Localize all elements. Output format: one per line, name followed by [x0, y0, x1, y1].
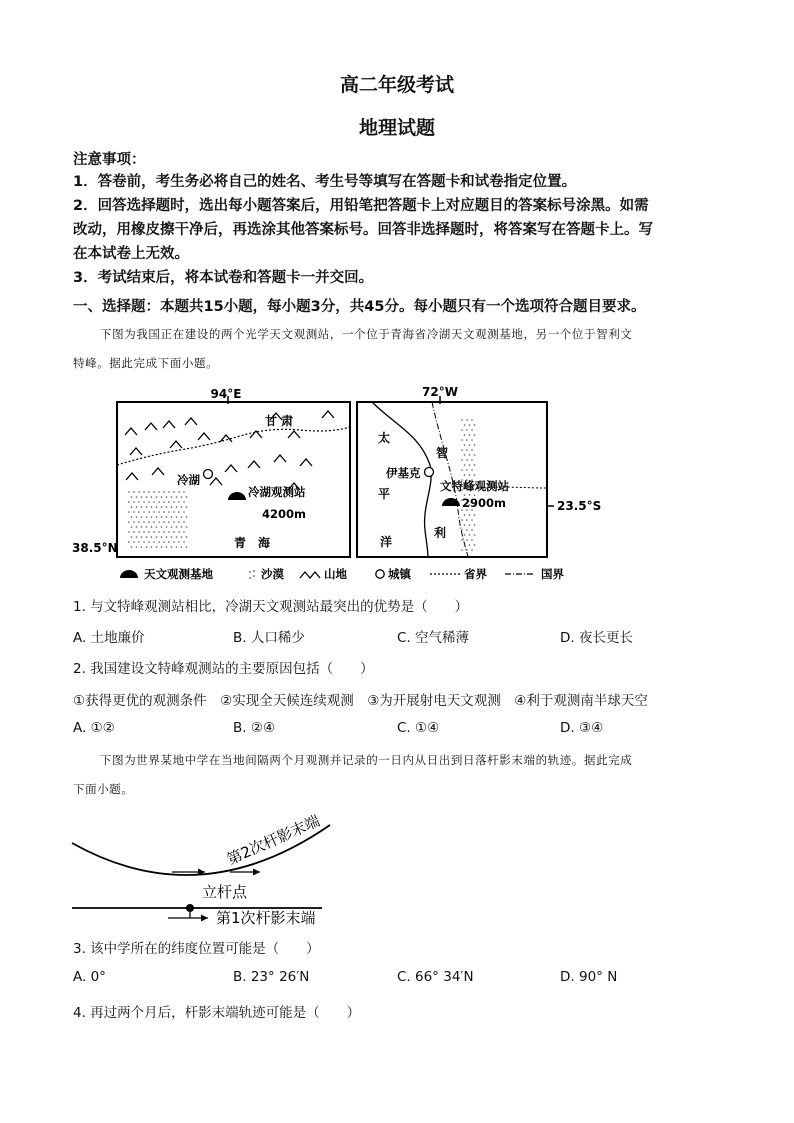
intro1-line1: 下图为我国正在建设的两个光学天文观测站，一个位于青海省冷湖天文观测基地，另一个位于智利文	[100, 327, 633, 341]
pole-label: 立杆点	[202, 883, 248, 901]
town-lenghu-marker	[204, 470, 213, 479]
town-lenghu-label: 冷湖	[177, 473, 200, 487]
question-3-stem: 3. 该中学所在的纬度位置可能是（ ）	[73, 941, 320, 957]
subject-title: 地理试题	[358, 117, 435, 139]
q3-option-b[interactable]: B. 23° 26′N	[233, 969, 310, 985]
left-lon-label: 94°E	[210, 387, 242, 401]
q1-option-d[interactable]: D. 夜长更长	[560, 630, 633, 646]
q3-option-c[interactable]: C. 66° 34′N	[397, 969, 474, 985]
q2-option-b[interactable]: B. ②④	[233, 720, 276, 736]
lenghu-elevation: 4200m	[262, 507, 306, 521]
province-qinghai: 青 海	[234, 536, 271, 550]
legend-town-icon	[376, 570, 384, 578]
question-4-stem: 4. 再过两个月后，杆影末端轨迹可能是（ ）	[73, 1005, 361, 1021]
q1-option-b[interactable]: B. 人口稀少	[233, 630, 305, 646]
intro2-line2: 下面小题。	[73, 782, 134, 796]
country-label-2: 利	[434, 526, 447, 540]
shadow-track-diagram	[60, 805, 360, 930]
ocean-label-2: 平	[378, 487, 391, 501]
legend-observatory-icon	[120, 570, 138, 578]
q1-option-a[interactable]: A. 土地廉价	[73, 630, 145, 646]
ventarrones-elevation: 2900m	[462, 496, 506, 510]
right-lat-label: 23.5°S	[557, 499, 602, 513]
intro1-line2: 特峰。据此完成下面小题。	[73, 356, 219, 370]
legend-mountain: 山地	[324, 567, 347, 581]
q2-option-d[interactable]: D. ③④	[560, 720, 604, 736]
q2-option-c[interactable]: C. ①④	[397, 720, 440, 736]
notes-item: 3．考试结束后，将本试卷和答题卡一并交回。	[73, 270, 374, 286]
observatory-map	[60, 380, 620, 585]
town-iquique-label: 伊基克	[386, 466, 421, 480]
legend-town: 城镇	[388, 567, 411, 581]
notes-heading: 注意事项：	[73, 152, 146, 168]
right-lon-label: 72°W	[422, 385, 458, 399]
mountain-symbols	[125, 411, 334, 490]
lenghu-station-label: 冷湖观测站	[248, 485, 306, 499]
map-legend	[120, 567, 564, 581]
notes-item: 2．回答选择题时，选出每小题答案后，用铅笔把答题卡上对应题目的答案标号涂黑。如需	[73, 198, 649, 214]
legend-desert: 沙漠	[261, 567, 284, 581]
legend-observatory: 天文观测基地	[144, 567, 213, 581]
section-heading: 一、选择题：本题共15小题，每小题3分，共45分。每小题只有一个选项符合题目要求。	[73, 299, 646, 315]
first-shadow-label: 第1次杆影末端	[216, 909, 316, 927]
desert-dots	[128, 491, 187, 548]
notes-item: 在本试卷上无效。	[73, 246, 189, 262]
q1-option-c[interactable]: C. 空气稀薄	[397, 630, 470, 646]
ventarrones-station-label: 文特峰观测站	[440, 479, 509, 493]
q3-option-a[interactable]: A. 0°	[73, 969, 106, 985]
ventarrones-observatory-icon	[442, 498, 460, 506]
question-2-stem: 2. 我国建设文特峰观测站的主要原因包括（ ）	[73, 661, 374, 677]
notes-item: 改动，用橡皮擦干净后，再选涂其他答案标号。回答非选择题时，将答案写在答题卡上。写	[73, 222, 653, 238]
town-iquique-marker	[425, 468, 434, 477]
exam-title: 高二年级考试	[339, 74, 454, 96]
legend-desert-icon	[249, 570, 255, 579]
notes-item: 1．答卷前，考生务必将自己的姓名、考生号等填写在答题卡和试卷指定位置。	[73, 174, 577, 190]
intro2-line1: 下图为世界某地中学在当地间隔两个月观测并记录的一日内从日出到日落杆影末端的轨迹。据此完成	[100, 753, 633, 767]
legend-province: 省界	[464, 567, 487, 581]
question-1-stem: 1. 与文特峰观测站相比，冷湖天文观测站最突出的优势是（ ）	[73, 599, 469, 615]
lenghu-observatory-icon	[228, 492, 246, 500]
notes-list	[73, 170, 733, 290]
legend-border: 国界	[541, 567, 564, 581]
province-gansu: 甘 肃	[265, 414, 294, 428]
second-shadow-label: 第2次杆影末端	[224, 811, 323, 869]
legend-mountain-icon	[300, 572, 320, 578]
q3-option-d[interactable]: D. 90° N	[560, 969, 618, 985]
left-lat-label: 38.5°N	[72, 541, 118, 555]
q2-option-a[interactable]: A. ①②	[73, 720, 115, 736]
question-2-statements: ①获得更优的观测条件 ②实现全天候连续观测 ③为开展射电天文观测 ④利于观测南半球天空	[73, 693, 648, 709]
country-label-1: 智	[436, 446, 449, 460]
ocean-label-1: 太	[378, 431, 391, 445]
ocean-label-3: 洋	[380, 535, 393, 549]
